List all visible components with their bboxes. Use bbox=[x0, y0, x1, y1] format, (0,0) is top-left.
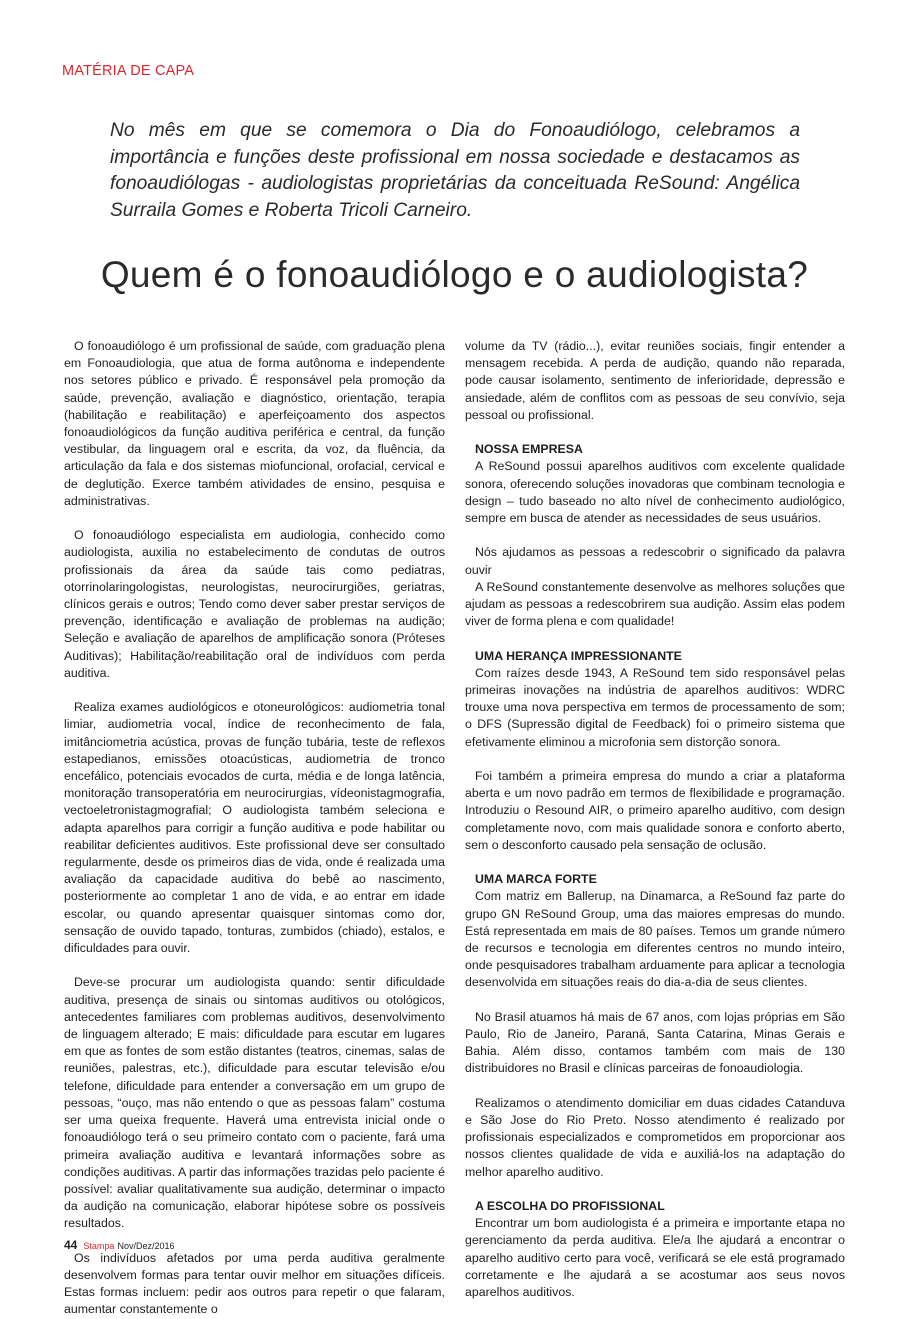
paragraph: Realizamos o atendimento domiciliar em duas cidades Catanduva e São Jose do Rio Preto. Nosso atendimento é realizado por profissionais especializados e comprometidos em proporcionar aos nossos clientes qualidade de vida e auxiliá-los na adaptação do melhor aparelho auditivo. bbox=[465, 1095, 845, 1179]
paragraph: Com raízes desde 1943, A ReSound tem sido responsável pelas primeiras inovações na indústria de aparelhos auditivos: WDRC trouxe uma nova perspectiva em termos de processamento de som; o DFS (Supressão digital de Feedback) foi o primeiro sistema que efetivamente eliminou a microfonia sem distorção sonora. bbox=[465, 665, 845, 749]
paragraph: Deve-se procurar um audiologista quando: sentir dificuldade auditiva, presença de sinais ou sintomas auditivos ou otológicos, antecedentes familiares com problemas auditivos, desenvolvimento de linguagem alterado; E mais: dificuldade para escutar em lugares em que as fontes de som estão distantes (teatros, cinemas, salas de reuniões, palestras, etc.), dificuldade para escutar televisão e/ou telefone, dificuldade para entender a conversação em um grupo de pessoas, “ouço, mas não entendo o que as pessoas falam” costuma ser uma queixa frequente. Haverá uma entrevista inicial onde o fonoaudiólogo terá o seu primeiro contato com o paciente, fará uma primeira avaliação auditiva e levantará informações sobre as condições auditivas. A partir das informações trazidas pelo paciente é possível: avaliar qualitativamente sua audição, determinar o impacto da audição na comunicação, elaborar hipótese sobre os possíveis resultados. bbox=[64, 975, 445, 1231]
paragraph: No Brasil atuamos há mais de 67 anos, com lojas próprias em São Paulo, Rio de Janeiro, Paraná, Santa Catarina, Minas Gerais e Bahia. Além disso, contamos também com mais de 130 distribuidores no Brasil e clínicas parceiras de fonoaudiologia. bbox=[465, 1009, 845, 1076]
page-number: 44 bbox=[64, 1238, 78, 1252]
paragraph: Realiza exames audiológicos e otoneurológicos: audiometria tonal limiar, audiometria vocal, índice de reconhecimento de fala, imitânciometria acústica, provas de função tubária, teste de reflexos estapedianos, emissões otoacústicas, audiometria de tronco encefálico, potenciais evocados de curta, média e de longa latência, monitoração transoperatória em neurocirurgias, vídeonistagmografia, vectoeletronistagmografial; O audiologista também seleciona e adapta aparelhos para corrigir a função auditiva e pode habilitar ou reabilitar deficientes auditivos. Este profissional deve ser consultado regularmente, desde os primeiros dias de vida, onde é realizada uma avaliação da capacidade auditiva do bebê ao nascimento, posteriormente ao completar 1 ano de vida, e ao entrar em idade escolar, ou quando apresentar quaisquer sintomas como dor, sensação de ouvido tapado, tonturas, zumbidos (chiado), estalos, e dificuldades para ouvir. bbox=[64, 700, 445, 956]
paragraph: volume da TV (rádio...), evitar reuniões sociais, fingir entender a mensagem recebida. A perda de audição, quando não reparada, pode causar isolamento, sentimento de inferioridade, depressão e ansiedade, além de conflitos com as pessoas de seu convívio, seja pessoal ou profissional. bbox=[465, 339, 845, 422]
paragraph: Foi também a primeira empresa do mundo a criar a plataforma aberta e um novo padrão em termos de flexibilidade e programação. Introduziu o Resound AIR, o primeiro aparelho auditivo, com design completamente novo, com mais qualidade sonora e conforto aberto, sem o desconforto causado pela sensação de oclusão. bbox=[465, 769, 845, 852]
paragraph: A ReSound constantemente desenvolve as melhores soluções que ajudam as pessoas a redescobrirem sua audição. Assim elas podem viver de forma plena e com qualidade! bbox=[465, 579, 845, 629]
lede-intro: No mês em que se comemora o Dia do Fonoaudiólogo, celebramos a importância e funções deste profissional em nossa sociedade e destacamos as fonoaudiólogas - audiologistas proprietárias da conceituada ReSound: Angélica Surraila Gomes e Roberta Tricoli Carneiro. bbox=[110, 120, 800, 221]
paragraph: Com matriz em Ballerup, na Dinamarca, a ReSound faz parte do grupo GN ReSound Group, uma das maiores empresas do mundo. Está representada em mais de 80 países. Temos um grande número de recursos e tecnologia em diferentes centros no mundo inteiro, onde pesquisadores trabalham arduamente para aplicar a tecnologia desenvolvida em situações reais do dia-a-dia de seus clientes. bbox=[465, 889, 845, 990]
magazine-name: Stampa bbox=[83, 1241, 115, 1251]
subheading-heranca: UMA HERANÇA IMPRESSIONANTE bbox=[475, 648, 682, 663]
headline: Quem é o fonoaudiólogo e o audiologista? bbox=[100, 254, 809, 295]
subheading-marca-forte: UMA MARCA FORTE bbox=[475, 872, 597, 887]
paragraph: A ReSound possui aparelhos auditivos com excelente qualidade sonora, oferecendo soluções inovadoras que combinam tecnologia e design – tudo baseado no alto nível de conhecimento audiológico, sempre em busca de atender as necessidades de seus usuários. bbox=[465, 459, 845, 526]
paragraph: Os indivíduos afetados por uma perda auditiva geralmente desenvolvem formas para tentar ouvir melhor em situações difíceis. Estas formas incluem: pedir aos outros para repetir o que falaram, aumentar constantemente o bbox=[64, 1250, 445, 1317]
paragraph: O fonoaudiólogo especialista em audiologia, conhecido como audiologista, auxilia no estabelecimento de condutas de outros profissionais da área da saúde tais como pediatras, otorrinolaringologistas, neurologistas, neurocirurgiões, geriatras, clínicos gerais e outros; Tendo como dever saber prestar serviços de prevenção, identificação e avaliação de problemas na audição; Seleção e avaliação de aparelhos de amplificação sonora (Próteses Auditivas); Habilitação/reabilitação oral de indivíduos com perda auditiva. bbox=[64, 528, 445, 680]
paragraph: O fonoaudiólogo é um profissional de saúde, com graduação plena em Fonoaudiologia, que atua de forma autônoma e independente nos setores público e privado. É responsável pela promoção da saúde, prevenção, avaliação e diagnóstico, orientação, terapia (habilitação e reabilitação) e aperfeiçoamento dos aspectos fonoaudiológicos da função auditiva periférica e central, da função vestibular, da linguagem oral e escrita, da voz, da fluência, da articulação da fala e dos sistemas miofuncional, orofacial, cervical e de deglutição. Exerce também atividades de ensino, pesquisa e administrativas. bbox=[64, 339, 445, 508]
section-tag: MATÉRIA DE CAPA bbox=[62, 63, 195, 79]
left-column bbox=[64, 338, 445, 1319]
right-column bbox=[465, 338, 845, 1301]
subheading-nossa-empresa: NOSSA EMPRESA bbox=[475, 442, 583, 457]
subheading-escolha: A ESCOLHA DO PROFISSIONAL bbox=[475, 1199, 665, 1214]
paragraph: Nós ajudamos as pessoas a redescobrir o significado da palavra ouvir bbox=[465, 545, 845, 577]
paragraph: Encontrar um bom audiologista é a primeira e importante etapa no gerenciamento da perda auditiva. Ele/a lhe ajudará a encontrar o aparelho auditivo certo para você, verificará se ele está programado corretamente e lhe ajudará a se acostumar aos seus novos aparelhos auditivos. bbox=[465, 1216, 845, 1300]
issue-date: Nov/Dez/2016 bbox=[117, 1241, 175, 1251]
page-footer bbox=[64, 1238, 175, 1252]
